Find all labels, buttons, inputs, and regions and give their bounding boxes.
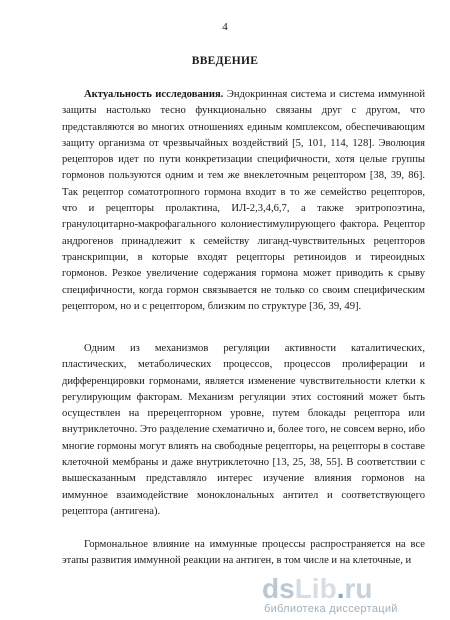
- page-number: 4: [222, 21, 228, 33]
- paragraph-hormonal-influence: [62, 537, 425, 570]
- dslib-watermark: [262, 574, 442, 616]
- paragraph-lead: Актуальность исследования.: [84, 89, 224, 100]
- section-heading: ВВЕДЕНИЕ: [191, 55, 259, 67]
- paragraph-relevance: [62, 87, 425, 315]
- paragraph-text: Эндокринная система и система иммунной защиты настолько тесно функционально связаны друг с другом, что представляются во многих отношениях единым комплексом, обеспечивающим защиту организма от чрезвычайных воздействий [5, 101, 114, 128]. Эволюция рецепторов идет по пути конкретизации специфичности, хотя целые группы гормонов пользуются одним и тем же внеклеточным рецептором [38, 39, 86]. Так рецептор соматотропного гормона входит в то же семейство рецепторов, что и рецепторы пролактина, ИЛ-2,3,4,6,7, а также эритропоэтина, гранулоцитарно-макрофагального колониестимулирующего фактора. Рецептор андрогенов принадлежит к семейству лиганд-чувствительных рецепторов транскрипции, в которые входят рецепторы ретиноидов и тиреоидных гормонов. Резкое увеличение содержания гормона может приводить к срыву специфичности, когда гормон связывается не только со своим специфическим рецептором, но и с рецептором, близким по структуре [36, 39, 49].: [62, 89, 425, 312]
- paragraph-regulation: [62, 341, 425, 520]
- paragraph-text: Гормональное влияние на иммунные процессы распространяется на все этапы развития иммунной реакции на антиген, в том числе и на клеточные, и: [62, 539, 425, 567]
- dslib-logo: dsLib.ru: [262, 573, 373, 604]
- paragraph-text: Одним из механизмов регуляции активности каталитических, пластических, метаболических процессов, процессов пролиферации и дифференцировки гормонами, является изменение чувствительности клетки к регулирующим факторам. Механизм регуляции этих состояний может быть осуществлен на пререцепторном уровне, путем блокады рецептора или внутриклеточно. Это разделение схематично и, более того, не совсем верно, ибо многие гормоны могут влиять на свободные рецепторы, на рецепторы в составе клеточной мембраны и даже внутриклеточно [13, 25, 38, 55]. В соответствии с вышесказанным представляло интерес изучение влияния гормонов на иммунное взаимодействие моноклональных антител и соответствующего рецептора (антигена).: [62, 343, 425, 517]
- dslib-caption: библиотека диссертаций: [264, 603, 398, 615]
